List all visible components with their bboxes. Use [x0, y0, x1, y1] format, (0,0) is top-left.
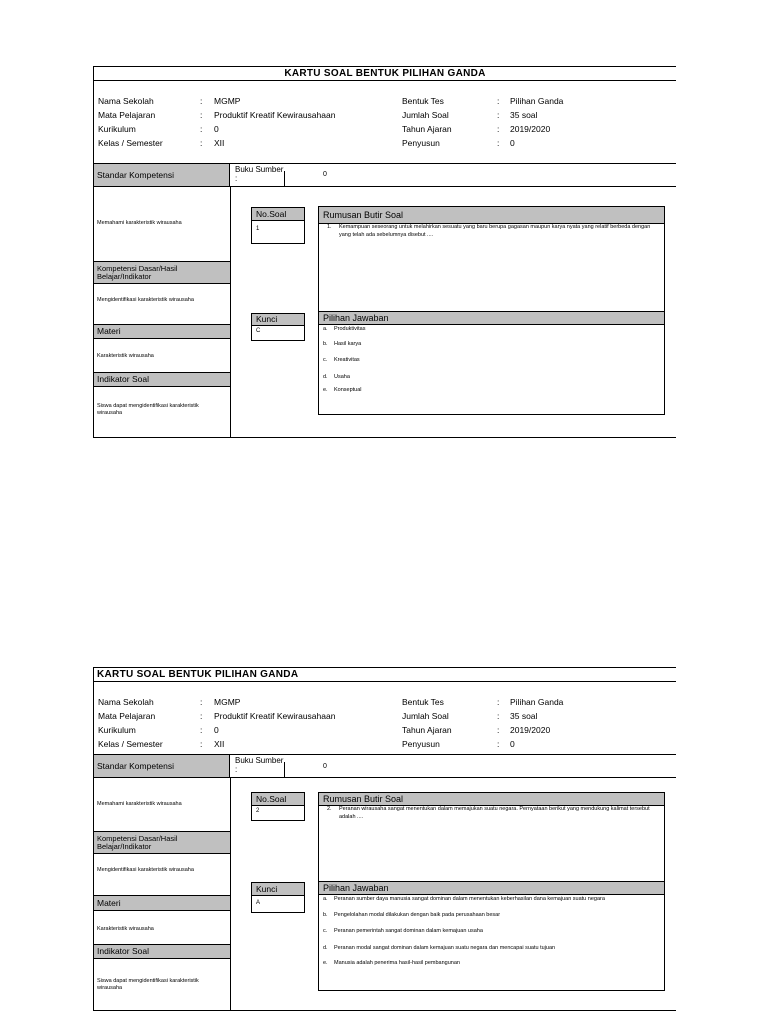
rumusan-header: Rumusan Butir Soal: [319, 792, 664, 806]
option-key: d.: [323, 945, 328, 951]
kunci-header: Kunci: [252, 314, 304, 326]
question-number: 1.: [327, 224, 332, 230]
question-text: Kemampuan seseorang untuk melahirkan sesuatu yang baru berupa gagasan maupun karya nyata yang relatif berbeda dengan yang telah ada sebelumnya disebut ....: [339, 224, 651, 238]
colon: :: [200, 725, 203, 735]
standar-kompetensi-value: Memahami karakteristik wirausaha: [97, 801, 182, 807]
kunci-box: [251, 313, 305, 341]
option-text: Konseptual: [334, 387, 362, 393]
kompetensi-dasar-header: Kompetensi Dasar/Hasil Belajar/Indikator: [94, 261, 230, 284]
label-kelas-semester: Kelas / Semester: [98, 138, 163, 148]
pilihan-header: Pilihan Jawaban: [318, 881, 665, 895]
value-kurikulum: 0: [214, 124, 219, 134]
colon: :: [497, 711, 500, 721]
option-text: Hasil karya: [334, 341, 362, 347]
value-penyusun: 0: [510, 739, 515, 749]
question-number: 2.: [327, 806, 332, 812]
option-key: c.: [323, 357, 328, 363]
pilihan-header: Pilihan Jawaban: [318, 311, 665, 325]
option-b: [323, 341, 361, 348]
label-tahun-ajaran: Tahun Ajaran: [402, 725, 452, 735]
label-kurikulum: Kurikulum: [98, 725, 136, 735]
label-kurikulum: Kurikulum: [98, 124, 136, 134]
value-penyusun: 0: [510, 138, 515, 148]
label-penyusun: Penyusun: [402, 138, 440, 148]
rumusan-header: Rumusan Butir Soal: [319, 206, 664, 224]
standar-kompetensi-value: Memahami karakteristik wirausaha: [97, 220, 182, 226]
kunci-header: Kunci: [252, 883, 304, 896]
card-title: KARTU SOAL BENTUK PILIHAN GANDA: [94, 668, 676, 682]
question-card-2: [93, 667, 676, 1011]
label-penyusun: Penyusun: [402, 739, 440, 749]
option-text: Peranan pemerintah sangat dominan dalam kemajuan usaha: [334, 928, 483, 934]
no-soal-header: No.Soal: [252, 208, 304, 221]
value-mata-pelajaran: Produktif Kreatif Kewirausahaan: [214, 110, 336, 120]
label-tahun-ajaran: Tahun Ajaran: [402, 124, 452, 134]
left-column: [94, 187, 231, 437]
option-e: [323, 960, 460, 967]
option-key: b.: [323, 912, 328, 918]
colon: :: [497, 725, 500, 735]
option-b: [323, 912, 500, 919]
kompetensi-dasar-header: Kompetensi Dasar/Hasil Belajar/Indikator: [94, 831, 230, 854]
no-soal-value: 1: [256, 226, 260, 232]
label-bentuk-tes: Bentuk Tes: [402, 96, 444, 106]
value-jumlah-soal: 35 soal: [510, 711, 538, 721]
option-text: Usaha: [334, 374, 350, 380]
value-kurikulum: 0: [214, 725, 219, 735]
option-a: [323, 326, 366, 333]
colon: :: [497, 138, 500, 148]
option-key: e.: [323, 387, 328, 393]
value-bentuk-tes: Pilihan Ganda: [510, 697, 564, 707]
colon: :: [200, 697, 203, 707]
value-tahun-ajaran: 2019/2020: [510, 124, 551, 134]
kunci-box: [251, 882, 305, 913]
colon: :: [497, 739, 500, 749]
value-nama-sekolah: MGMP: [214, 96, 241, 106]
indikator-soal-header: Indikator Soal: [94, 372, 230, 387]
option-text: Produktivitas: [334, 326, 366, 332]
value-bentuk-tes: Pilihan Ganda: [510, 96, 564, 106]
label-kelas-semester: Kelas / Semester: [98, 739, 163, 749]
materi-header: Materi: [94, 324, 230, 339]
label-jumlah-soal: Jumlah Soal: [402, 711, 449, 721]
indikator-soal-value: Siswa dapat mengidentifikasi karakteristik wirausaha: [97, 403, 199, 416]
colon: :: [200, 124, 203, 134]
buku-sumber-label: Buku Sumber :: [235, 756, 284, 774]
no-soal-box: [251, 792, 305, 821]
option-key: a.: [323, 896, 328, 902]
question-card-1: [93, 66, 676, 438]
option-text: Manusia adalah penerima hasil-hasil pembangunan: [334, 960, 460, 966]
kompetensi-dasar-value: Mengidentifikasi karakteristik wirausaha: [97, 297, 194, 303]
colon: :: [200, 739, 203, 749]
card-info: [94, 81, 676, 149]
option-c: [323, 357, 360, 364]
colon: :: [497, 697, 500, 707]
colon: :: [200, 96, 203, 106]
value-jumlah-soal: 35 soal: [510, 110, 538, 120]
value-nama-sekolah: MGMP: [214, 697, 241, 707]
option-d: [323, 945, 555, 952]
label-nama-sekolah: Nama Sekolah: [98, 96, 154, 106]
no-soal-box: [251, 207, 305, 244]
option-d: [323, 374, 350, 381]
question-text: Peranan wirausaha sangat menentukan dalam memajukan suatu negara. Pernyataan berikut yang mendukung kalimat tersebut adalah ....: [339, 806, 650, 820]
option-key: a.: [323, 326, 328, 332]
kompetensi-dasar-value: Mengidentifikasi karakteristik wirausaha: [97, 867, 194, 873]
card-info: [94, 682, 676, 750]
label-bentuk-tes: Bentuk Tes: [402, 697, 444, 707]
label-nama-sekolah: Nama Sekolah: [98, 697, 154, 707]
colon: :: [200, 711, 203, 721]
option-e: [323, 387, 362, 394]
no-soal-value: 2: [256, 808, 260, 814]
option-key: d.: [323, 374, 328, 380]
option-key: b.: [323, 341, 328, 347]
option-a: [323, 896, 658, 903]
option-text: Peranan sumber daya manusia sangat dominan dalam menentukan keberhasilan dana kemajuan suatu negara: [334, 896, 605, 902]
materi-header: Materi: [94, 895, 230, 911]
materi-value: Karakteristik wirausaha: [97, 926, 154, 932]
buku-sumber-value: 0: [323, 171, 327, 178]
colon: :: [497, 110, 500, 120]
no-soal-header: No.Soal: [252, 793, 304, 806]
value-tahun-ajaran: 2019/2020: [510, 725, 551, 735]
indikator-soal-header: Indikator Soal: [94, 944, 230, 959]
option-key: e.: [323, 960, 328, 966]
colon: :: [497, 124, 500, 134]
option-text: Pengelolahan modal dilakukan dengan baik pada perusahaan besar: [334, 912, 501, 918]
standar-kompetensi-header: Standar Kompetensi: [94, 755, 230, 777]
indikator-soal-value: Siswa dapat mengidentifikasi karakteristik wirausaha: [97, 978, 199, 991]
buku-sumber-value: 0: [323, 763, 327, 770]
label-jumlah-soal: Jumlah Soal: [402, 110, 449, 120]
value-kelas-semester: XII: [214, 739, 225, 749]
kunci-value: C: [256, 328, 261, 334]
label-mata-pelajaran: Mata Pelajaran: [98, 110, 156, 120]
value-kelas-semester: XII: [214, 138, 225, 148]
materi-value: Karakteristik wirausaha: [97, 353, 154, 359]
card-title: KARTU SOAL BENTUK PILIHAN GANDA: [94, 67, 676, 81]
value-mata-pelajaran: Produktif Kreatif Kewirausahaan: [214, 711, 336, 721]
option-key: c.: [323, 928, 328, 934]
left-column: [94, 778, 231, 1010]
option-text: Peranan modal sangat dominan dalam kemajuan suatu negara dan mencapai suatu tujuan: [334, 945, 556, 951]
option-text: Kreativitas: [334, 357, 360, 363]
colon: :: [200, 110, 203, 120]
standar-kompetensi-header: Standar Kompetensi: [94, 164, 230, 186]
colon: :: [497, 96, 500, 106]
colon: :: [200, 138, 203, 148]
kunci-value: A: [256, 900, 261, 906]
option-c: [323, 928, 483, 935]
label-mata-pelajaran: Mata Pelajaran: [98, 711, 156, 721]
buku-sumber-label: Buku Sumber :: [235, 165, 284, 183]
